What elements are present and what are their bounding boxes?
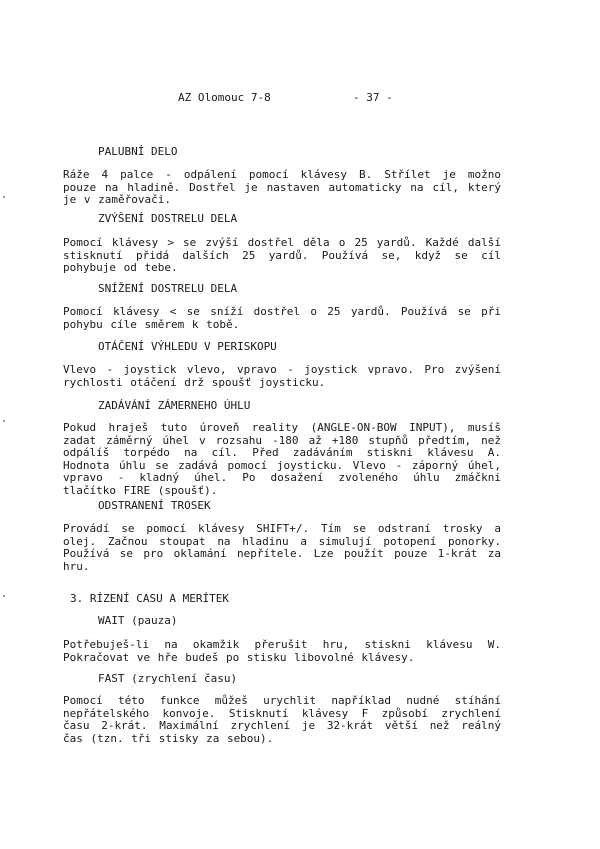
scan-speck: [3, 595, 5, 597]
text-line: Používá se pro oklamání nepřítele. Lze použít pouze 1-krát za: [63, 547, 501, 560]
text-line: Potřebuješ-li na okamžik přerušit hru, stiskni klávesu W.: [63, 638, 501, 651]
para-deck-gun: [63, 169, 501, 207]
text-line: Pokračovat ve hře budeš po stisku libovolné klávesy.: [63, 650, 415, 664]
section-title-time-control: 3. RÍZENÍ CASU A MERÍTEK: [70, 592, 229, 605]
text-line: pouze na hladině. Dostřel je nastaven automaticky na cíl, který: [63, 180, 501, 194]
para-decrease-range: [63, 306, 501, 331]
text-line: Pomocí klávesy > se zvýší dostřel děla o 25 yardů. Každé další: [63, 236, 501, 249]
text-line: pohybu cíle směrem k tobě.: [63, 317, 240, 331]
heading-decrease-range: SNÍŽENÍ DOSTRELU DELA: [98, 282, 238, 295]
header-title: AZ Olomouc 7-8: [178, 91, 271, 104]
scan-speck: [3, 196, 5, 198]
text-line: rychlosti otáčení drž spoušť joysticku.: [63, 375, 326, 389]
para-wait: [63, 639, 501, 664]
heading-debris-release: ODSTRANENÍ TROSEK: [98, 499, 211, 512]
heading-fast: FAST (zrychlení času): [98, 672, 238, 685]
para-periscope-rotation: [63, 364, 501, 389]
para-angle-input: [63, 422, 501, 497]
heading-angle-input: ZADÁVÁNÍ ZÁMERNEHO ÚHLU: [98, 399, 251, 412]
text-line: Ráže 4 palce - odpálení pomocí klávesy B. Střílet je možno: [63, 168, 501, 181]
scan-speck: [3, 420, 5, 422]
text-line: je v zaměřovači.: [63, 193, 171, 206]
text-line: Provádí se pomocí klávesy SHIFT+/. Tím se odstraní trosky a: [63, 522, 501, 535]
text-line: stisknutí přidá dalších 25 yardů. Používá se, když se cíl: [63, 248, 501, 262]
text-line: odpálíš torpédo na cíl. Před zadáváním stiskni klávesu A.: [63, 446, 501, 459]
para-fast: [63, 695, 501, 745]
text-line: času 2-krát. Maximální zrychlení je 32-krát větší než reálný: [63, 719, 501, 732]
page-number: - 37 -: [353, 91, 393, 104]
text-line: nepřátelského konvoje. Stisknutí klávesy F způsobí zrychlení: [63, 706, 501, 720]
heading-deck-gun: PALUBNÍ DELO: [98, 145, 178, 158]
text-line: Hodnota úhlu se zadává pomocí joysticku. Vlevo - záporný úhel,: [63, 458, 501, 472]
heading-periscope-rotation: OTÁČENÍ VÝHLEDU V PERISKOPU: [98, 340, 277, 353]
para-increase-range: [63, 237, 501, 275]
heading-increase-range: ZVÝŠENÍ DOSTRELU DELA: [98, 212, 238, 225]
text-line: Pomocí klávesy < se sníží dostřel o 25 yardů. Používá se při: [63, 305, 501, 318]
text-line: hru.: [63, 559, 90, 573]
text-line: pohybuje od tebe.: [63, 261, 178, 274]
text-line: tlačítko FIRE (spoušť).: [63, 483, 218, 497]
para-debris-release: [63, 523, 501, 573]
text-line: vpravo - kladný úhel. Po dosažení zvoleného úhlu zmáčkni: [63, 471, 501, 484]
text-line: zadat záměrný úhel v rozsahu -180 až +180 stupňů předtím, než: [63, 433, 501, 447]
text-line: olej. Začnou stoupat na hladinu a simulují potopení ponorky.: [63, 534, 501, 548]
text-line: čas (tzn. tři stisky za sebou).: [63, 731, 274, 745]
text-line: Pokud hraješ tuto úroveň reality (ANGLE-ON-BOW INPUT), musíš: [63, 421, 501, 434]
heading-wait: WAIT (pauza): [98, 614, 178, 627]
text-line: Vlevo - joystick vlevo, vpravo - joystick vpravo. Pro zvýšení: [63, 363, 501, 376]
text-line: Pomocí této funkce můžeš urychlit například nudné stíhání: [63, 694, 501, 707]
